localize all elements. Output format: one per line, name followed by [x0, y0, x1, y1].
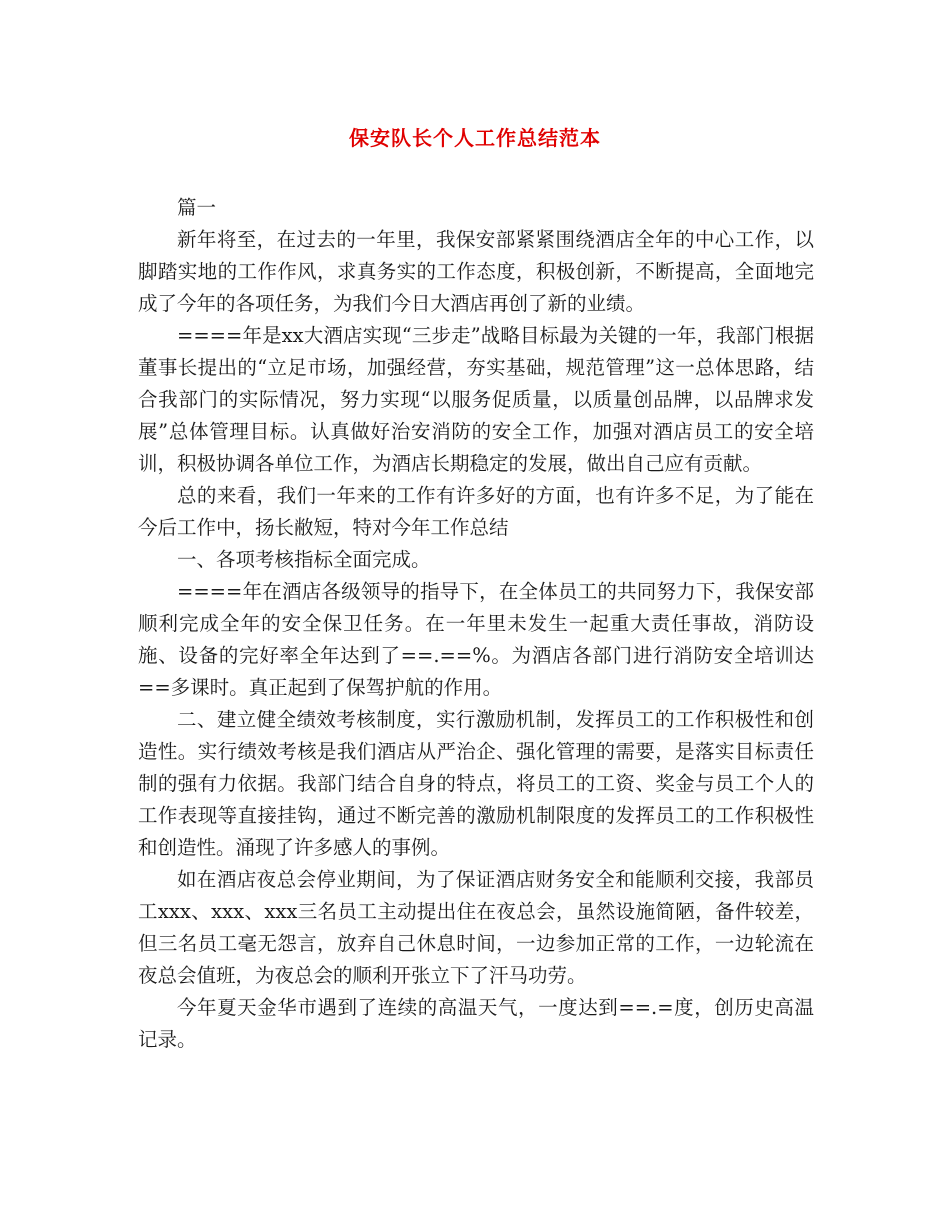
paragraph: 二、建立健全绩效考核制度，实行激励机制，发挥员工的工作积极性和创造性。实行绩效考核是我们酒店从严治企、强化管理的需要，是落实目标责任制的强有力依据。我部门结合自身的特点，将员工的工资、奖金与员工个人的工作表现等直接挂钩，通过不断完善的激励机制限度的发挥员工的工作积极性和创造性。涌现了许多感人的事例。	[138, 708, 814, 859]
paragraph: 新年将至，在过去的一年里，我保安部紧紧围绕酒店全年的中心工作，以脚踏实地的工作作风，求真务实的工作态度，积极创新，不断提高，全面地完成了今年的各项任务，为我们今日大酒店再创了新的业绩。	[138, 228, 814, 315]
paragraph: ====年是xx大酒店实现“三步走”战略目标最为关键的一年，我部门根据董事长提出的“立足市场，加强经营，夯实基础，规范管理”这一总体思路，结合我部门的实际情况，努力实现“以服务促质量，以质量创品牌，以品牌求发展”总体管理目标。认真做好治安消防的安全工作，加强对酒店员工的安全培训，积极协调各单位工作，为酒店长期稳定的发展，做出自己应有贡献。	[138, 324, 814, 475]
section-heading: 一、各项考核指标全面完成。	[177, 548, 431, 571]
document-body	[138, 192, 814, 1056]
paragraph: ====年在酒店各级领导的指导下，在全体员工的共同努力下，我保安部顺利完成全年的安全保卫任务。在一年里未发生一起重大责任事故，消防设施、设备的完好率全年达到了==.==%。为酒店各部门进行消防安全培训达==多课时。真正起到了保驾护航的作用。	[138, 580, 814, 699]
paragraph: 篇一	[177, 196, 217, 219]
paragraph: 如在酒店夜总会停业期间，为了保证酒店财务安全和能顺利交接，我部员工xxx、xxx、xxx三名员工主动提出住在夜总会，虽然设施简陋，备件较差，但三名员工毫无怨言，放弃自己休息时间，一边参加正常的工作，一边轮流在夜总会值班，为夜总会的顺利开张立下了汗马功劳。	[138, 868, 814, 987]
paragraph: 总的来看，我们一年来的工作有许多好的方面，也有许多不足，为了能在今后工作中，扬长敝短，特对今年工作总结	[138, 484, 814, 539]
document-title: 保安队长个人工作总结范本	[349, 126, 601, 150]
paragraph: 今年夏天金华市遇到了连续的高温天气，一度达到==.=度，创历史高温记录。	[138, 996, 814, 1051]
